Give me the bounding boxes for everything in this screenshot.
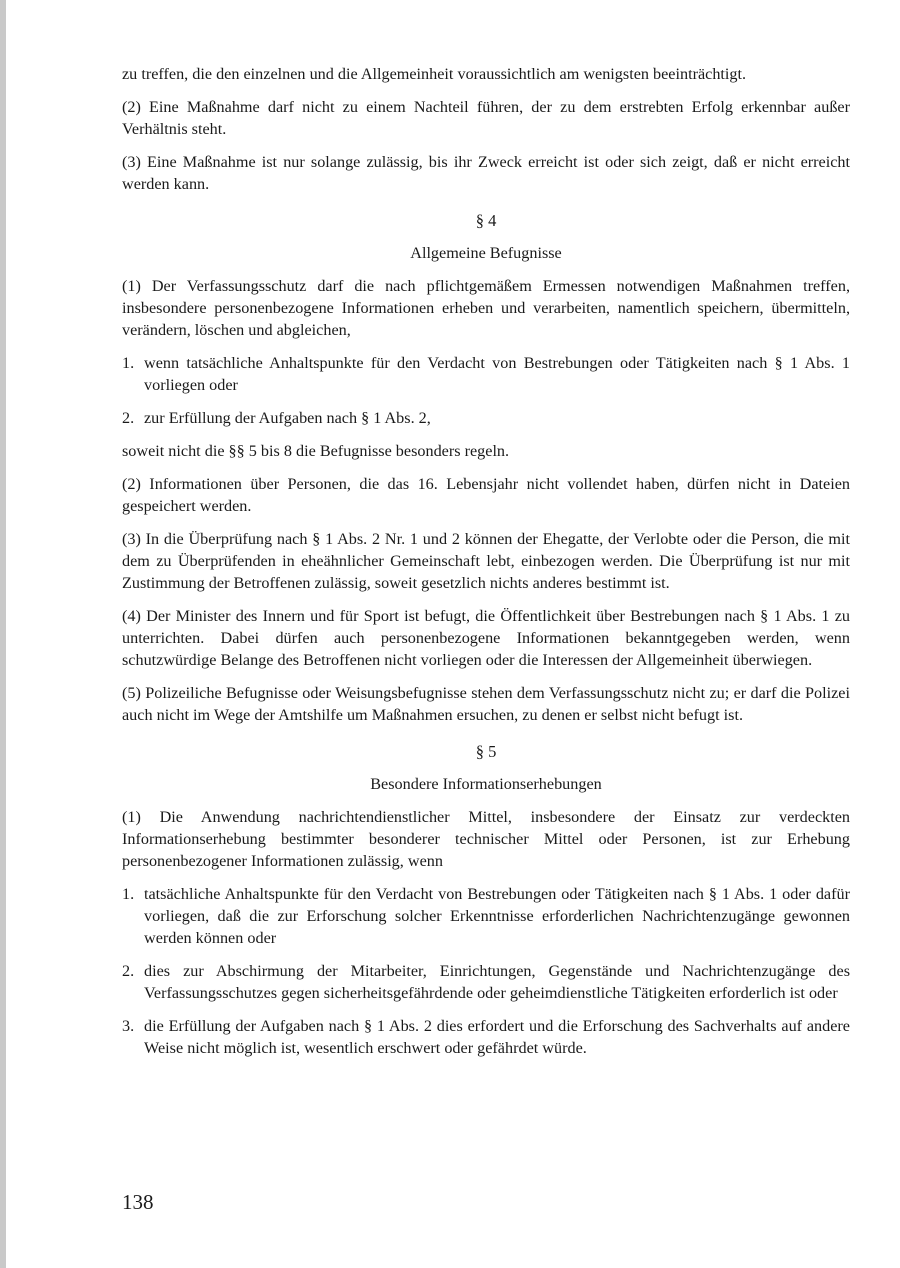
intro-paragraph: zu treffen, die den einzelnen und die Allgemeinheit voraussichtlich am wenigsten beeinträchtigt.: [122, 65, 747, 83]
list-item: [122, 883, 850, 949]
section-4-mark: § 4: [475, 211, 497, 230]
list-item-number: 1.: [122, 354, 135, 372]
list-item-text: tatsächliche Anhaltspunkte für den Verdacht von Bestrebungen oder Tätigkeiten nach § 1 Abs. 1 oder dafür vorliegen, daß die zur Erforschung solcher Erkenntnisse erforderlichen Nachrichtenzugänge gewonnen werden können oder: [144, 885, 850, 947]
section-4-title: Allgemeine Befugnisse: [410, 244, 562, 262]
list-item-number: 2.: [122, 409, 135, 427]
list-item-number: 1.: [122, 885, 135, 903]
section-4-paragraph-1-tail: soweit nicht die §§ 5 bis 8 die Befugnisse besonders regeln.: [122, 442, 510, 460]
list-item: [122, 1015, 850, 1059]
list-item-number: 3.: [122, 1017, 135, 1035]
document-page: [122, 63, 850, 1070]
section-4-paragraph-1: (1) Der Verfassungsschutz darf die nach pflichtgemäßem Ermessen notwendigen Maßnahmen treffen, insbesondere personenbezogene Informationen erheben und verarbeiten, namentlich speichern, übermitteln, verändern, löschen und abgleichen,: [122, 277, 850, 339]
list-item-text: wenn tatsächliche Anhaltspunkte für den Verdacht von Bestrebungen oder Tätigkeiten nach § 1 Abs. 1 vorliegen oder: [144, 354, 850, 394]
section-4-paragraph-2: (2) Informationen über Personen, die das 16. Lebensjahr nicht vollendet haben, dürfen nicht in Dateien gespeichert werden.: [122, 475, 850, 515]
paragraph-3-3: (3) Eine Maßnahme ist nur solange zulässig, bis ihr Zweck erreicht ist oder sich zeigt, daß er nicht erreicht werden kann.: [122, 153, 850, 193]
paragraph-3-2: (2) Eine Maßnahme darf nicht zu einem Nachteil führen, der zu dem erstrebten Erfolg erkennbar außer Verhältnis steht.: [122, 98, 850, 138]
list-item-text: zur Erfüllung der Aufgaben nach § 1 Abs. 2,: [144, 409, 431, 427]
section-4-paragraph-3: (3) In die Überprüfung nach § 1 Abs. 2 Nr. 1 und 2 können der Ehegatte, der Verlobte oder die Person, die mit dem zu Überprüfenden in eheähnlicher Gemeinschaft lebt, einbezogen werden. Die Überprüfung ist nur mit Zustimmung der Betroffenen zulässig, soweit gesetzlich nichts anderes bestimmt ist.: [122, 530, 850, 592]
page-number: 138: [122, 1190, 154, 1214]
section-4-paragraph-4: (4) Der Minister des Innern und für Sport ist befugt, die Öffentlichkeit über Bestrebungen nach § 1 Abs. 1 zu unterrichten. Dabei dürfen auch personenbezogene Informationen bekanntgegeben werden, wenn schutzwürdige Belange des Betroffenen nicht vorliegen oder die Interessen der Allgemeinheit überwiegen.: [122, 607, 850, 669]
list-item: [122, 960, 850, 1004]
list-item: [122, 352, 850, 396]
scan-edge: [0, 0, 6, 1268]
section-5-title: Besondere Informationserhebungen: [370, 775, 602, 793]
list-item-text: dies zur Abschirmung der Mitarbeiter, Einrichtungen, Gegenstände und Nachrichtenzugänge des Verfassungsschutzes gegen sicherheitsgefährdende oder geheimdienstliche Tätigkeiten erforderlich ist oder: [144, 962, 850, 1002]
section-4-paragraph-5: (5) Polizeiliche Befugnisse oder Weisungsbefugnisse stehen dem Verfassungsschutz nicht zu; er darf die Polizei auch nicht im Wege der Amtshilfe um Maßnahmen ersuchen, zu denen er selbst nicht befugt ist.: [122, 684, 850, 724]
list-item-number: 2.: [122, 962, 135, 980]
section-5-mark: § 5: [475, 742, 497, 761]
list-item-text: die Erfüllung der Aufgaben nach § 1 Abs. 2 dies erfordert und die Erforschung des Sachverhalts auf andere Weise nicht möglich ist, wesentlich erschwert oder gefährdet würde.: [144, 1017, 850, 1057]
section-5-paragraph-1: (1) Die Anwendung nachrichtendienstlicher Mittel, insbesondere der Einsatz zur verdeckten Informationserhebung bestimmter besonderer technischer Mittel oder Personen, ist zur Erhebung personenbezogener Informationen zulässig, wenn: [122, 808, 850, 870]
list-item: [122, 407, 850, 429]
